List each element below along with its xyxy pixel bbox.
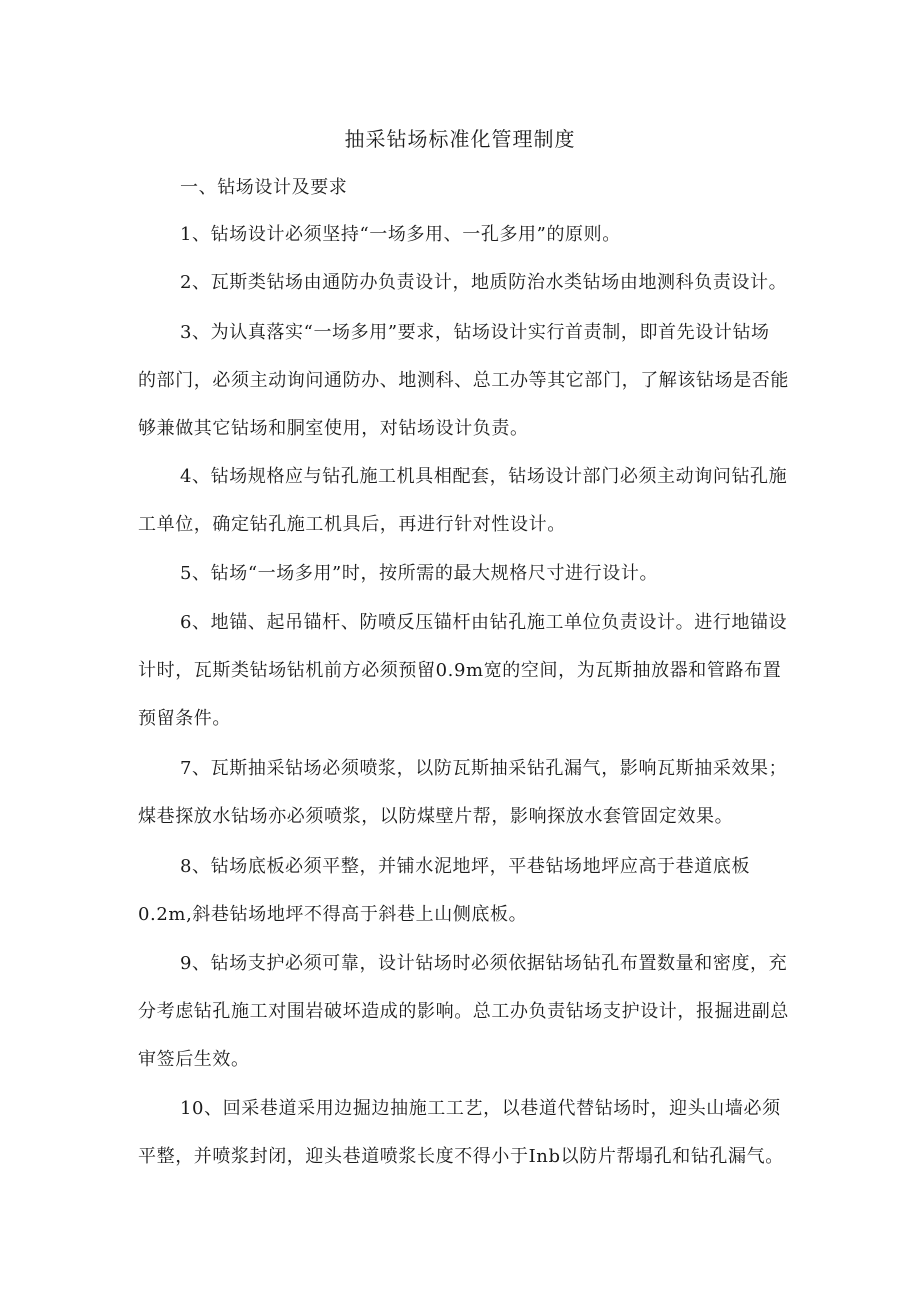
item-6-line-2: 计时，瓦斯类钻场钻机前方必须预留0.9m宽的空间，为瓦斯抽放器和管路布置 xyxy=(138,660,782,681)
item-4-line-1: 4、钻场规格应与钻孔施工机具相配套，钻场设计部门必须主动询问钻孔施 xyxy=(180,466,788,487)
item-9-line-1: 9、钻场支护必须可靠，设计钻场时必须依据钻场钻孔布置数量和密度，充 xyxy=(180,953,788,974)
item-6-line-3: 预留条件。 xyxy=(138,708,231,729)
item-10-line-1: 10、回采巷道采用边掘边抽施工工艺，以巷道代替钻场时，迎头山墙必须 xyxy=(180,1098,781,1119)
item-10-line-2: 平整，并喷浆封闭，迎头巷道喷浆长度不得小于Inb以防片帮塌孔和钻孔漏气。 xyxy=(138,1146,784,1167)
item-6-line-1: 6、地锚、起吊锚杆、防喷反压锚杆由钻孔施工单位负责设计。进行地锚设 xyxy=(180,612,788,633)
item-3-line-2: 的部门，必须主动询问通防办、地测科、总工办等其它部门，了解该钻场是否能 xyxy=(138,370,789,391)
item-4-line-2: 工单位，确定钻孔施工机具后，再进行针对性设计。 xyxy=(138,514,566,535)
item-8-line-2: 0.2m,斜巷钻场地坪不得高于斜巷上山侧底板。 xyxy=(138,904,528,925)
section-heading: 一、钻场设计及要求 xyxy=(180,177,348,198)
item-9-line-3: 审签后生效。 xyxy=(138,1049,250,1070)
item-8-line-1: 8、钻场底板必须平整，并铺水泥地坪，平巷钻场地坪应高于巷道底板 xyxy=(180,856,751,877)
item-3-line-3: 够兼做其它钻场和胴室使用，对钻场设计负责。 xyxy=(138,418,529,439)
item-3-line-1: 3、为认真落实“一场多用”要求，钻场设计实行首责制，即首先设计钻场 xyxy=(180,322,770,343)
item-7-line-2: 煤巷探放水钻场亦必须喷浆，以防煤壁片帮，影响探放水套管固定效果。 xyxy=(138,806,734,827)
document-title: 抽采钻场标准化管理制度 xyxy=(344,127,576,151)
item-7-line-1: 7、瓦斯抽采钻场必须喷浆，以防瓦斯抽采钻孔漏气，影响瓦斯抽采效果； xyxy=(180,758,788,779)
item-9-line-2: 分考虑钻孔施工对围岩破坏造成的影响。总工办负责钻场支护设计，报掘进副总 xyxy=(138,1001,789,1022)
item-1-line-1: 1、钻场设计必须坚持“一场多用、一孔多用”的原则。 xyxy=(180,224,621,245)
item-2-line-1: 2、瓦斯类钻场由通防办负责设计，地质防治水类钻场由地测科负责设计。 xyxy=(180,272,788,293)
item-5-line-1: 5、钻场“一场多用”时，按所需的最大规格尺寸进行设计。 xyxy=(180,563,659,584)
